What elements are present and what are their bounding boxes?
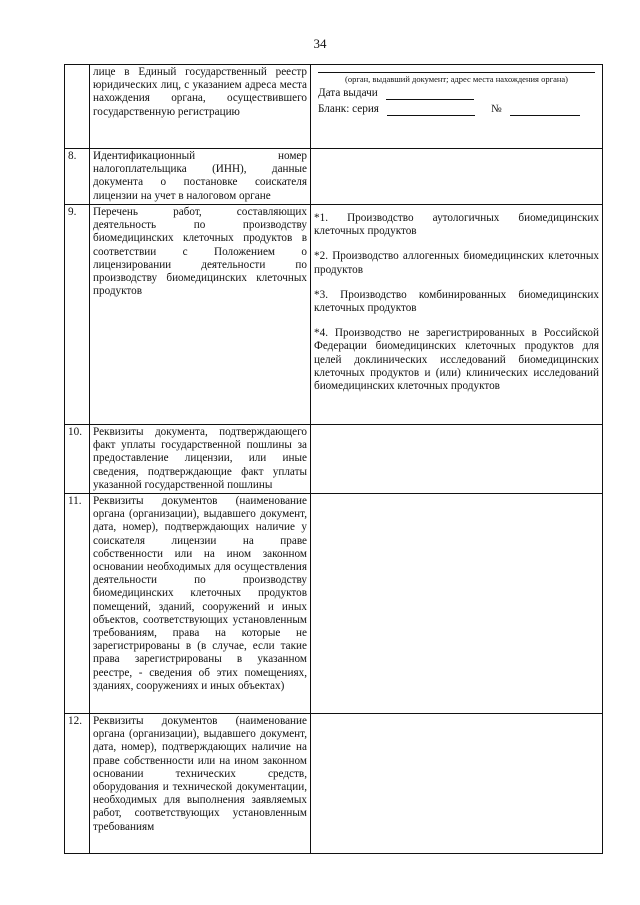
row-number: 8.	[65, 149, 90, 205]
table-row	[65, 205, 603, 425]
blank-series-label: Бланк: серия	[318, 103, 379, 115]
table-row	[65, 149, 603, 205]
issue-date-field	[318, 86, 595, 100]
row-label: Реквизиты документа, подтверждающего факт уплаты государственной пошлины за предоставление лицензии, или иные сведения, подтверждающие факт уплаты указанной государственной пошлины	[90, 425, 311, 494]
row-label: Идентификационный номер налогоплательщика (ИНН), данные документа о постановке соискателя лицензии на учет в налоговом органе	[90, 149, 311, 205]
row-label: лице в Единый государственный реестр юридических лиц, с указанием адреса места нахождения органа, осуществившего государственную регистрацию	[90, 65, 311, 149]
table-row	[65, 65, 603, 149]
blank-series-blank[interactable]	[387, 105, 475, 116]
page-number: 34	[313, 36, 327, 51]
issuer-caption: (орган, выдавший документ; адрес места нахождения органа)	[318, 72, 595, 84]
row-value-cell	[311, 205, 603, 425]
row-number: 12.	[65, 714, 90, 854]
row-number: 10.	[65, 425, 90, 494]
row-value-cell[interactable]	[311, 149, 603, 205]
row-value-cell[interactable]	[311, 425, 603, 494]
row-label: Реквизиты документов (наименование органа (организации), выдавшего документ, дата, номер), подтверждающих наличие у соискателя лицензии на праве собственности или на ином законном основании необходимых для осуществления деятельности по производству биомедицинских клеточных продуктов помещений, зданий, сооружений и иных объектов, соответствующих установленным требованиям, права на которые не зарегистрированы в (в случае, если такие права зарегистрированы в указанном реестре, - сведения об этих помещениях, зданиях, сооружениях и иных объектах)	[90, 494, 311, 714]
blank-series-field	[318, 102, 595, 116]
table-row	[65, 425, 603, 494]
application-form-table	[64, 64, 603, 854]
row-number: 9.	[65, 205, 90, 425]
row-value-cell[interactable]	[311, 494, 603, 714]
row-number: 11.	[65, 494, 90, 714]
blank-number-blank[interactable]	[510, 105, 580, 116]
work-item: *1. Производство аутологичных биомедицинских клеточных продуктов	[314, 212, 599, 238]
number-sign: №	[490, 103, 502, 115]
issue-date-blank[interactable]	[386, 89, 474, 100]
issue-date-label: Дата выдачи	[318, 87, 378, 99]
row-value-cell[interactable]	[311, 714, 603, 854]
work-item: *3. Производство комбинированных биомедицинских клеточных продуктов	[314, 288, 599, 315]
table-row	[65, 714, 603, 854]
work-item: *4. Производство не зарегистрированных в Российской Федерации биомедицинских клеточных продуктов для целей доклинических исследований биомедицинских клеточных продуктов и (или) клинических исследований биомедицинских клеточных продуктов	[314, 327, 599, 393]
work-item: *2. Производство аллогенных биомедицинских клеточных продуктов	[314, 250, 599, 276]
row-label: Перечень работ, составляющих деятельность по производству биомедицинских клеточных продуктов в соответствии с Положением о лицензировании деятельности по производству биомедицинских клеточных продуктов	[90, 205, 311, 425]
row-number	[65, 65, 90, 149]
row-label: Реквизиты документов (наименование органа (организации), выдавшего документ, дата, номер), подтверждающих наличие на праве собственности или на ином законном основании технических средств, оборудования и технической документации, необходимых для выполнения заявляемых работ, соответствующих установленным требованиям	[90, 714, 311, 854]
row-value-cell	[311, 65, 603, 149]
table-row	[65, 494, 603, 714]
